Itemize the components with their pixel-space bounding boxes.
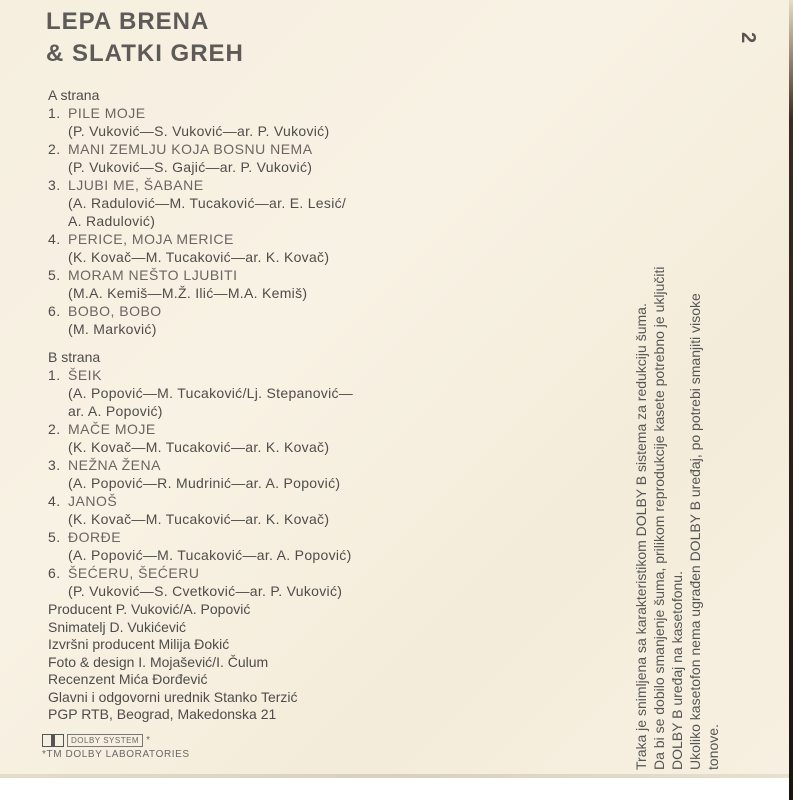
track-item xyxy=(48,564,353,600)
track-title xyxy=(48,140,353,158)
track-name: ŠEĆERU, ŠEĆERU xyxy=(68,565,200,581)
track-credits: (P. Vuković—S. Gajić—ar. P. Vuković) xyxy=(68,159,313,175)
track-credits: (M. Marković) xyxy=(68,321,157,337)
track-number: 4. xyxy=(48,231,61,247)
track-credits: (K. Kovač—M. Tucaković—ar. K. Kovač) xyxy=(68,439,330,455)
track-credits: (A. Popović—M. Tucaković—ar. A. Popović) xyxy=(68,547,352,563)
dolby-asterisk: * xyxy=(146,735,150,746)
track-number: 1. xyxy=(48,367,61,383)
side-number: 2 xyxy=(737,31,760,44)
track-title xyxy=(48,528,353,546)
dolby-trademark: *TM DOLBY LABORATORIES xyxy=(42,749,190,760)
album-title-line2: & SLATKI GREH xyxy=(46,40,244,67)
production-credit-line: Recenzent Mića Đorđević xyxy=(48,671,208,687)
track-title xyxy=(48,564,353,582)
track-item xyxy=(48,302,353,338)
track-item xyxy=(48,492,353,528)
side-b-label: B strana xyxy=(48,349,101,365)
production-credit-line: Foto & design I. Mojašević/I. Čulum xyxy=(48,653,269,670)
album-title-line1: LEPA BRENA xyxy=(46,8,210,35)
side-a-tracks xyxy=(48,104,353,338)
dolby-note-line: DOLBY B uređaj na kasetofonu. xyxy=(669,571,685,770)
dolby-note-line: tonove. xyxy=(705,724,721,770)
dolby-system-label: DOLBY SYSTEM xyxy=(67,734,143,747)
track-item xyxy=(48,176,353,230)
track-number: 2. xyxy=(48,141,61,157)
dolby-block xyxy=(42,734,190,760)
track-number: 4. xyxy=(48,493,61,509)
track-name: PERICE, MOJA MERICE xyxy=(68,231,234,247)
dolby-note-line: Ukoliko kasetofon nema ugrađen DOLBY B uređaj, po potrebi smanjiti visoke xyxy=(687,293,703,770)
track-title xyxy=(48,492,353,510)
track-name: MORAM NEŠTO LJUBITI xyxy=(68,267,238,283)
track-item xyxy=(48,366,353,420)
track-name: PILE MOJE xyxy=(68,105,146,121)
production-credit-line: PGP RTB, Beograd, Makedonska 21 xyxy=(48,706,277,722)
production-credits xyxy=(48,601,298,724)
track-title xyxy=(48,176,353,194)
production-credit-line: Glavni i odgovorni urednik Stanko Terzić xyxy=(48,688,298,705)
track-credits: (P. Vuković—S. Cvetković—ar. P. Vuković) xyxy=(68,583,343,599)
track-title xyxy=(48,456,353,474)
production-credit-line: Snimatelj D. Vukićević xyxy=(48,618,186,635)
track-item xyxy=(48,528,353,564)
dolby-double-d-icon xyxy=(42,734,64,747)
track-credits: (A. Popović—M. Tucaković/Lj. Stepanović— xyxy=(68,385,354,401)
track-number: 6. xyxy=(48,565,61,581)
track-title xyxy=(48,266,353,284)
track-title xyxy=(48,302,353,320)
track-credits: (M.A. Kemiš—M.Ž. Ilić—M.A. Kemiš) xyxy=(68,285,308,301)
track-name: LJUBI ME, ŠABANE xyxy=(68,177,204,193)
track-name: MAČE MOJE xyxy=(68,421,156,437)
track-name: BOBO, BOBO xyxy=(68,303,162,319)
track-credits: ar. A. Popović) xyxy=(68,403,163,419)
track-title xyxy=(48,366,353,384)
track-item xyxy=(48,420,353,456)
track-name: MANI ZEMLJU KOJA BOSNU NEMA xyxy=(68,141,313,157)
track-number: 2. xyxy=(48,421,61,437)
track-name: NEŽNA ŽENA xyxy=(68,457,161,473)
side-a-label: A strana xyxy=(48,87,100,103)
track-credits: (K. Kovač—M. Tucaković—ar. K. Kovač) xyxy=(68,511,330,527)
track-number: 1. xyxy=(48,105,61,121)
production-credit-line: Producent P. Vuković/A. Popović xyxy=(48,601,251,617)
track-number: 5. xyxy=(48,529,61,545)
track-credits: (K. Kovač—M. Tucaković—ar. K. Kovač) xyxy=(68,249,330,265)
track-title xyxy=(48,230,353,248)
tracklist xyxy=(48,86,353,600)
track-item xyxy=(48,140,353,176)
track-name: ŠEIK xyxy=(68,367,102,383)
track-number: 3. xyxy=(48,457,61,473)
scan-edge xyxy=(789,0,793,800)
track-title xyxy=(48,104,353,122)
track-credits: (P. Vuković—S. Vuković—ar. P. Vuković) xyxy=(68,123,330,139)
track-item xyxy=(48,230,353,266)
side-b-tracks xyxy=(48,366,353,600)
track-name: ĐORĐE xyxy=(68,529,122,545)
dolby-note-line: Traka je snimljena sa karakteristikom DOLBY B sistema za redukciju šuma. xyxy=(633,303,649,770)
track-item xyxy=(48,104,353,140)
album-title xyxy=(46,6,244,70)
track-credits: (A. Radulović—M. Tucaković—ar. E. Lesić/ xyxy=(68,195,347,211)
production-credit-line: Izvršni producent Milija Đokić xyxy=(48,636,230,652)
track-title xyxy=(48,420,353,438)
track-name: JANOŠ xyxy=(68,493,118,509)
dolby-note-line: Da bi se dobilo smanjenje šuma, prilikom reprodukcije kasete potrebno je uključiti xyxy=(651,266,667,770)
track-number: 5. xyxy=(48,267,61,283)
track-item xyxy=(48,266,353,302)
dolby-note xyxy=(632,267,722,770)
track-credits: A. Radulović) xyxy=(68,213,156,229)
track-item xyxy=(48,456,353,492)
track-number: 3. xyxy=(48,177,61,193)
track-credits: (A. Popović—R. Mudrinić—ar. A. Popović) xyxy=(68,475,341,491)
track-number: 6. xyxy=(48,303,61,319)
